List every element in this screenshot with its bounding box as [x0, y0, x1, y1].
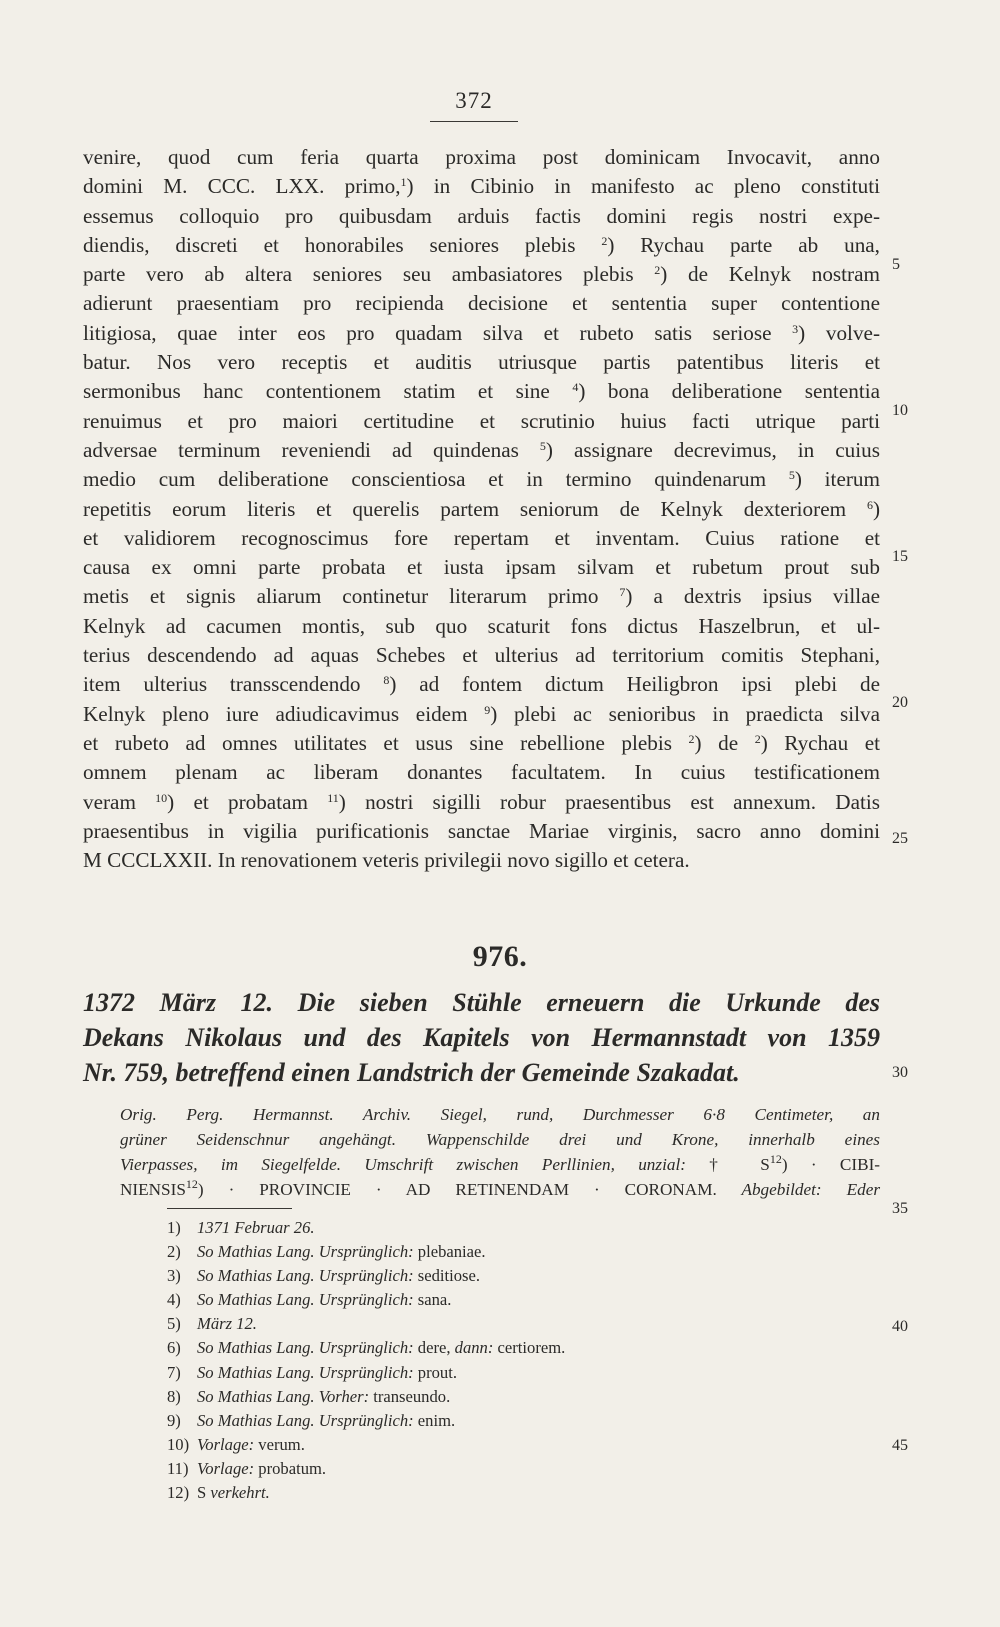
heading-line: 1372 März 12. Die sieben Stühle erneuern die Urkunde des: [83, 988, 880, 1017]
text-line: [83, 465, 880, 494]
footnote-marker: 2: [688, 731, 695, 746]
source-line: $NIENSIS^{12}$) · PROVINCIE · AD RETINENDAM · CORONAM. Abgebildet: Eder: [120, 1177, 881, 1199]
text-line: [83, 729, 880, 758]
text-line: [83, 436, 880, 465]
footnote-marker: 7: [619, 585, 626, 600]
text-segment: adierunt praesentiam pro recipienda decisione et sententia super contentione: [83, 291, 880, 316]
text-segment: parte vero ab altera seniores seu ambasiatores plebis: [83, 262, 655, 287]
footnote-text: dann:: [450, 1338, 494, 1358]
charter-text: [83, 143, 880, 875]
text-segment: ) Rychau et: [760, 730, 880, 755]
text-segment: sermonibus hanc contentionem statim et sine: [83, 379, 573, 404]
text-segment: medio cum deliberatione conscientiosa et in termino quindenarum: [83, 467, 789, 492]
text-line: [83, 143, 880, 172]
footnote: [167, 1336, 867, 1360]
text-segment: domini M. CCC. LXX. primo,: [83, 174, 401, 199]
margin-line-number: 15: [892, 548, 908, 565]
footnote: [167, 1409, 867, 1433]
text-segment: adversae terminum reveniendi ad quindenas: [83, 437, 540, 462]
footnote-marker: 4: [572, 380, 579, 395]
footnote-text: verkehrt.: [206, 1483, 270, 1503]
text-segment: et validiorem recognoscimus fore repertam et inventam. Cuius ratione et: [83, 525, 880, 550]
footnote-text: plebaniae.: [413, 1242, 486, 1262]
margin-line-number: 25: [892, 830, 908, 847]
source-description: [120, 1102, 880, 1202]
footnote: [167, 1457, 867, 1481]
footnote-mark: 4): [167, 1290, 181, 1310]
text-segment: ) et probatam: [167, 789, 328, 814]
footnote-text: transeundo.: [369, 1386, 451, 1406]
margin-line-number: 10: [892, 402, 908, 419]
text-segment: ) in Cibinio in manifesto ac pleno constituti: [406, 174, 880, 199]
footnote-text: Vorlage:: [197, 1458, 255, 1478]
regest-heading: [83, 985, 880, 1090]
footnote-text: certiorem.: [493, 1338, 566, 1358]
text-line: [83, 553, 880, 582]
footnote-mark: 3): [167, 1266, 181, 1286]
text-line: [83, 495, 880, 524]
footnote-text: So Mathias Lang. Ursprünglich:: [197, 1290, 414, 1310]
footnote-mark: 9): [167, 1410, 181, 1430]
heading-line: Dekans Nikolaus und des Kapitels von Hermannstadt von 1359: [83, 1023, 880, 1052]
footnote-marker: 3: [792, 321, 799, 336]
text-segment: Kelnyk pleno iure adiudicavimus eidem: [83, 701, 485, 726]
footnote-text: probatum.: [254, 1458, 327, 1478]
text-line: [83, 319, 880, 348]
footnote-marker: 11: [327, 790, 339, 805]
page-number-rule: [430, 121, 518, 122]
text-segment: essemus colloquio pro quibusdam arduis factis domini regis nostri expe-: [83, 203, 880, 228]
text-line: [83, 377, 880, 406]
margin-line-number: 30: [892, 1064, 908, 1081]
footnote-rule: [167, 1208, 292, 1209]
footnote-marker: 10: [155, 790, 168, 805]
source-line: grüner Seidenschnur angehängt. Wappenschilde drei und Krone, innerhalb eines: [120, 1130, 880, 1149]
text-line: [83, 348, 880, 377]
footnote-marker: 8: [383, 673, 390, 688]
footnotes: [167, 1216, 867, 1505]
footnote-text: dere,: [413, 1338, 451, 1358]
text-segment: diendis, discreti et honorabiles seniores plebis: [83, 232, 602, 257]
text-line: [83, 788, 880, 817]
text-segment: metis et signis aliarum continetur literarum primo: [83, 584, 620, 609]
margin-line-number: 5: [892, 256, 900, 273]
page-number: 372: [455, 88, 493, 113]
footnote-marker: 1: [400, 175, 407, 190]
text-line: [83, 670, 880, 699]
text-line: [83, 231, 880, 260]
footnote-text: 1371 Februar 26.: [197, 1218, 315, 1237]
footnote-mark: 8): [167, 1386, 181, 1406]
footnote-mark: 10): [167, 1434, 190, 1454]
text-segment: veram: [83, 789, 156, 814]
text-line: [83, 641, 880, 670]
footnote: [167, 1264, 867, 1288]
footnote-text: So Mathias Lang. Vorher:: [197, 1386, 370, 1406]
footnote: [167, 1481, 867, 1505]
text-line: [83, 202, 880, 231]
text-segment: ) ad fontem dictum Heiligbron ipsi plebi de: [389, 672, 880, 697]
footnote: [167, 1312, 867, 1336]
footnote-text: So Mathias Lang. Ursprünglich:: [197, 1242, 414, 1262]
text-line: [83, 524, 880, 553]
footnote: [167, 1288, 867, 1312]
footnote-text: So Mathias Lang. Ursprünglich:: [197, 1362, 414, 1382]
footnote: [167, 1433, 867, 1457]
footnote-marker: 5: [539, 438, 546, 453]
text-segment: ) nostri sigilli robur praesentibus est annexum. Datis: [338, 789, 880, 814]
footnote-mark: 6): [167, 1338, 181, 1358]
footnote: [167, 1361, 867, 1385]
text-segment: causa ex omni parte probata et iusta ipsam silvam et rubetum prout sub: [83, 555, 880, 580]
footnote-mark: 7): [167, 1362, 181, 1382]
footnote-text: sana.: [413, 1290, 452, 1310]
text-segment: ) assignare decrevimus, in cuius: [545, 437, 880, 462]
footnote-mark: 12): [167, 1483, 190, 1503]
text-line: [83, 612, 880, 641]
text-line: [83, 260, 880, 289]
margin-line-number: 45: [892, 1437, 908, 1454]
text-line: [83, 582, 880, 611]
footnote-text: seditiose.: [413, 1266, 481, 1286]
text-segment: M CCCLXXII. In renovationem veteris privilegii novo sigillo et cetera.: [83, 848, 690, 873]
footnote: [167, 1385, 867, 1409]
text-segment: ) de Kelnyk nostram: [660, 262, 880, 287]
footnote-text: S: [197, 1483, 207, 1503]
footnote-text: So Mathias Lang. Ursprünglich:: [197, 1410, 414, 1430]
footnote-marker: 2: [754, 731, 761, 746]
margin-line-number: 40: [892, 1318, 908, 1335]
text-segment: ) de: [694, 730, 755, 755]
text-segment: item ulterius transscendendo: [83, 672, 384, 697]
heading-line: Nr. 759, betreffend einen Landstrich der Gemeinde Szakadat.: [83, 1058, 740, 1087]
text-segment: ) Rychau parte ab una,: [607, 232, 880, 257]
text-segment: et rubeto ad omnes utilitates et usus sine rebellione plebis: [83, 730, 689, 755]
footnote: [167, 1216, 867, 1240]
text-segment: terius descendendo ad aquas Schebes et ulterius ad territorium comitis Stephani,: [83, 643, 880, 668]
text-line: [83, 407, 880, 436]
margin-line-number: 20: [892, 694, 908, 711]
footnote-marker: 2: [601, 233, 608, 248]
footnote-text: So Mathias Lang. Ursprünglich:: [197, 1266, 414, 1286]
text-segment: ) volve-: [798, 320, 880, 345]
text-line: [83, 758, 880, 787]
footnote-text: verum.: [254, 1434, 305, 1454]
text-segment: ) bona deliberatione sententia: [578, 379, 880, 404]
text-segment: ) a dextris ipsius villae: [625, 584, 880, 609]
footnote-mark: 5): [167, 1314, 181, 1334]
text-segment: Kelnyk ad cacumen montis, sub quo scaturit fons dictus Haszelbrun, et ul-: [83, 613, 880, 638]
footnote-marker: 6: [866, 497, 873, 512]
footnote-marker: 5: [788, 468, 795, 483]
text-segment: praesentibus in vigilia purificationis sanctae Mariae virginis, sacro anno domini: [83, 818, 880, 843]
footnote-mark: 11): [167, 1458, 189, 1478]
margin-line-number: 35: [892, 1200, 908, 1217]
text-segment: batur. Nos vero receptis et auditis utriusque partis patentibus literis et: [83, 350, 880, 375]
text-segment: ) plebi ac senioribus in praedicta silva: [490, 701, 880, 726]
text-line: [83, 289, 880, 318]
text-line: [83, 817, 880, 846]
footnote-marker: 2: [654, 263, 661, 278]
footnote-text: prout.: [413, 1362, 457, 1382]
text-segment: renuimus et pro maiori certitudine et scrutinio huius facti utrique parti: [83, 408, 880, 433]
document-number: 976.: [472, 940, 528, 973]
text-segment: omnem plenam ac liberam donantes facultatem. In cuius testificationem: [83, 760, 880, 785]
footnote-text: So Mathias Lang. Ursprünglich:: [197, 1338, 414, 1358]
text-segment: litigiosa, quae inter eos pro quadam silva et rubeto satis seriose: [83, 320, 793, 345]
footnote: [167, 1240, 867, 1264]
text-segment: ) iterum: [794, 467, 880, 492]
text-line: [83, 172, 880, 201]
footnote-marker: 9: [484, 702, 491, 717]
footnote-text: enim.: [413, 1410, 456, 1430]
source-line: Orig. Perg. Hermannst. Archiv. Siegel, rund, Durchmesser 6·8 Centimeter, an: [120, 1105, 880, 1124]
footnote-text: März 12.: [197, 1314, 257, 1334]
text-segment: venire, quod cum feria quarta proxima post dominicam Invocavit, anno: [83, 145, 880, 169]
text-segment: repetitis eorum literis et querelis partem seniorum de Kelnyk dexteriorem: [83, 496, 867, 521]
footnote-mark: 1): [167, 1218, 181, 1237]
text-line: [83, 846, 880, 875]
footnote-mark: 2): [167, 1242, 181, 1262]
text-line: [83, 700, 880, 729]
source-line: Vierpasses, im Siegelfelde. Umschrift zwischen Perllinien, unzial: † $S^{12}$) · CIBI-: [120, 1152, 881, 1174]
text-segment: ): [872, 496, 880, 521]
footnote-text: Vorlage:: [197, 1434, 255, 1454]
